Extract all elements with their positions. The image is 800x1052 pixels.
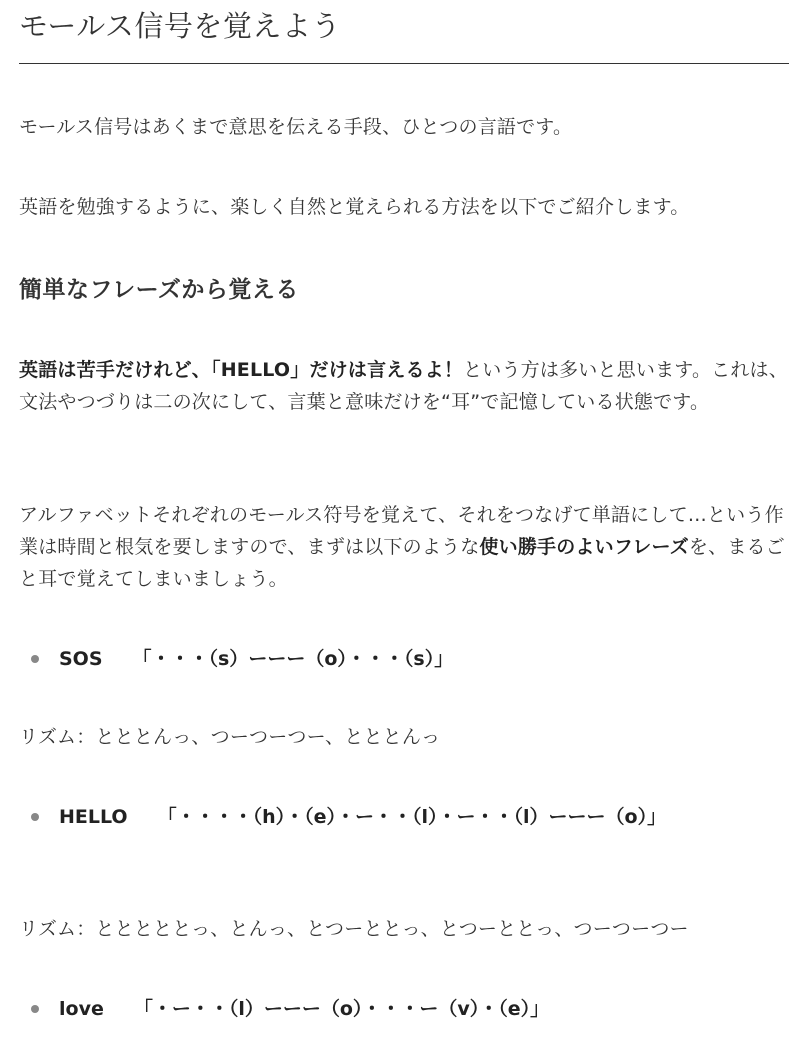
paragraph-hello-bold: 英語は苦手だけれど、「HELLO」だけは言えるよ！ [19,359,464,381]
phrase-list-item [31,643,761,675]
phrase-entry [59,801,761,833]
paragraph-phrases [19,499,789,595]
bullet-dot-icon [31,1005,39,1013]
phrase-word: HELLO [59,806,128,828]
paragraph-phrases-lead: アルファベットそれぞれのモールス符号を覚えて、それをつなげて単語にして…という作業は時間と根気を要しますので、まずは以下のような [19,504,784,558]
intro-paragraph-1: モールス信号はあくまで意思を伝える手段、ひとつの言語です。 [19,116,573,138]
phrase-code: 「・・・（s）ーーー（o）・・・（s）」 [132,648,454,670]
phrase-list-item [31,801,761,833]
intro-paragraph-2: 英語を勉強するように、楽しく自然と覚えられる方法を以下でご紹介します。 [19,196,690,218]
paragraph-hello-text: という方は多いと思います。これは、文法やつづりは二の次にして、言葉と意味だけを“耳”で記憶している状態です。 [19,359,788,413]
bullet-dot-icon [31,655,39,663]
paragraph-phrases-tail: を、まるごと耳で覚えてしまいましょう。 [19,536,785,590]
paragraph-hello [19,354,789,418]
phrase-rhythm: リズム：とととんっ、つーつーつー、とととんっ [19,726,441,748]
phrase-entry [59,643,761,675]
phrase-code: 「・ー・・（l）ーーー（o）・・・ー（v）・（e）」 [133,998,550,1020]
phrase-entry [59,993,761,1025]
page-title: モールス信号を覚えよう [19,9,341,43]
phrase-word: SOS [59,648,103,670]
phrase-list-item [31,993,761,1025]
section-heading: 簡単なフレーズから覚える [19,277,299,303]
phrase-word: love [59,998,104,1020]
phrase-rhythm: リズム：とととととっ、とんっ、とつーととっ、とつーととっ、つーつーつー [19,918,689,940]
paragraph-phrases-bold: 使い勝手のよいフレーズ [479,536,689,558]
phrase-code: 「・・・・（h）・（e）・ー・・（l）・ー・・（l）ーーー（o）」 [157,806,667,828]
title-divider [19,63,789,64]
bullet-dot-icon [31,813,39,821]
